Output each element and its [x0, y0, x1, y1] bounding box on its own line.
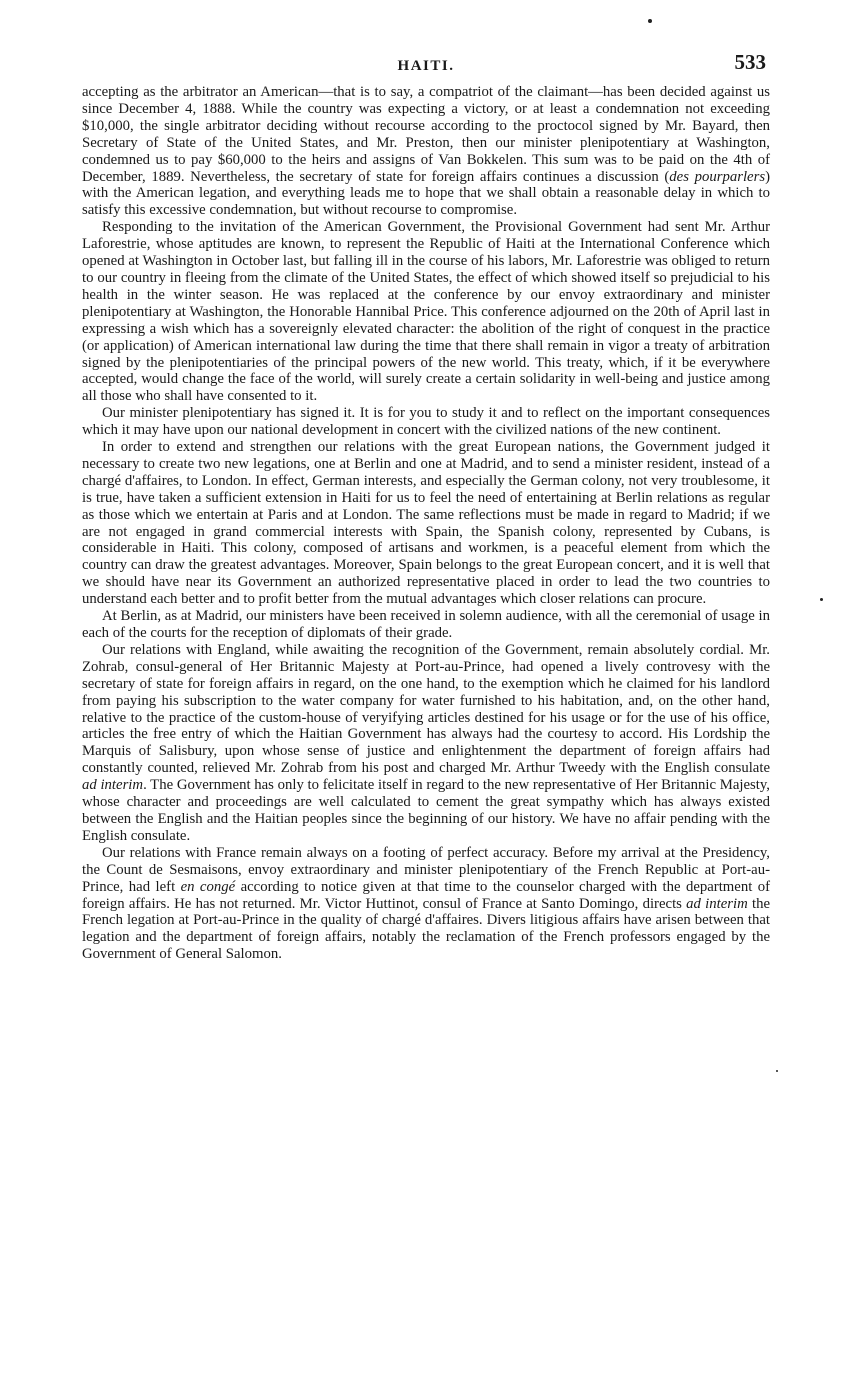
text-run: the French legation at Port-au-Prince in the quality of chargé d'affaires. Divers litigious affairs have arisen between that legation and the department of foreign affairs, notably the reclamation of the French professors engaged by the Government of General Salomon.	[82, 895, 770, 963]
paragraph	[82, 608, 770, 642]
text-run: At Berlin, as at Madrid, our ministers have been received in solemn audience, with all the ceremonial of usage in each of the courts for the reception of diplomats of their grade.	[82, 608, 770, 641]
text-run: Responding to the invitation of the American Government, the Provisional Government had sent Mr. Arthur Laforestrie, whose aptitudes are known, to represent the Republic of Haiti at the International Conference which opened at Washington in October last, but falling ill in the course of his labors, Mr. Laforestrie was obliged to return to our country in fleeing from the climate of the United States, the effect of which showed itself so prejudicial to his health in the winter season. He was replaced at the conference by our envoy extraordinary and minister plenipotentiary at Washington, the Honorable Hannibal Price. This conference adjourned on the 20th of April last in expressing a wish which has a sovereignly elevated character: the abolition of the right of conquest in the practice (or application) of American international law during the time that there shall remain in vigor a treaty of arbitration signed by the plenipotentiaries of the principal powers of the new world. This treaty, which, if it be everywhere accepted, would change the face of the world, will surely create a certain solidarity in well-being and justice among all those who shall have consented to it.	[82, 219, 770, 405]
text-run: accepting as the arbitrator an American—that is to say, a compatriot of the claimant—has been decided against us since December 4, 1888. While the country was expecting a victory, or at least a condemnation not exceeding $10,000, the single arbitrator deciding without recourse according to the proctocol signed by Mr. Bayard, then Secretary of State of the United States, and Mr. Preston, then our minister plenipotentiary at Washington, condemned us to pay $60,000 to the heirs and assigns of Van Bokkelen. This sum was to be paid on the 4th of December, 1889. Nevertheless, the secretary of state for foreign affairs continues a discussion (	[82, 84, 770, 185]
page-number: 533	[734, 50, 766, 74]
document-page	[82, 50, 770, 963]
text-run: Our relations with England, while awaiting the recognition of the Government, remain absolutely cordial. Mr. Zohrab, consul-general of Her Britannic Majesty at Port-au-Prince, had opened a lively controvesy with the secretary of state for foreign affairs in regard, on the one hand, to the exemption which he claimed for his landlord from paying his subscription to the water company for water furnished to his habitation, and, on the other hand, relative to the practice of the custom-house of veryifying articles destined for his usage or for the use of his office, articles the free entry of which the Haitian Government has always had the courtesy to accord. His Lordship the Marquis of Salisbury, upon whose sense of justice and enlightenment the department of foreign affairs had constantly counted, relieved Mr. Zohrab from his post and charged Mr. Arthur Tweedy with the English consulate	[82, 641, 770, 777]
paragraph	[82, 439, 770, 608]
italic-phrase: des pourparlers	[669, 168, 766, 185]
text-run: according to notice given at that time to the counselor charged with the department of foreign affairs. He has not returned. Mr. Victor Huttinot, consul of France at Santo Domingo, directs	[82, 878, 770, 912]
paragraph	[82, 845, 770, 963]
running-head	[82, 50, 770, 84]
text-run: In order to extend and strengthen our relations with the great European nations, the Government judged it necessary to create two new legations, one at Berlin and one at Madrid, and to send a minister resident, instead of a chargé d'affaires, to London. In effect, German interests, and especially the German colony, not very troublesome, it is true, have taken a sufficient extension in Haiti for us to feel the need of entertaining at Berlin relations as regular as those which we entertain at Paris and at London. The same reflections must be made in regard to Madrid; if we are not engaged in grand commercial interests with Spain, the Spanish colony, represented by Cubans, is considerable in Haiti. This colony, composed of artisans and workmen, is a peaceful element from which the country can draw the greatest advantages. Moreover, Spain belongs to the great European concert, and it is well that we should have near its Government an authorized representative placed in order to lead the two countries to understand each better and to profit better from the mutual advantages which closer relations can procure.	[82, 439, 770, 608]
body-text	[82, 84, 770, 963]
text-run: Our relations with France remain always on a footing of perfect accuracy. Before my arrival at the Presidency, the Count de Sesmaisons, envoy extraordinary and minister plenipotentiary of the French Republic at Port-au-Prince, had left	[82, 844, 770, 895]
italic-phrase: ad interim	[82, 777, 144, 794]
text-run: Our minister plenipotentiary has signed it. It is for you to study it and to reflect on the important consequences which it may have upon our national development in concert with the civilized nations of the new continent.	[82, 405, 770, 439]
running-title: HAITI.	[397, 58, 455, 74]
paragraph	[82, 642, 770, 845]
italic-phrase: ad interim	[686, 895, 748, 912]
print-speck-mark	[820, 598, 823, 601]
italic-phrase: en congé	[180, 878, 236, 895]
print-speck-mark	[648, 19, 652, 23]
text-run: . The Government has only to felicitate itself in regard to the new representative of Her Britannic Majesty, whose character and proceedings are well calculated to cement the great sympathy which has always existed between the English and the Haitian peoples since the beginning of our history. We have no affair pending with the English consulate.	[82, 777, 770, 844]
print-speck-mark	[776, 1070, 778, 1072]
paragraph	[82, 405, 770, 439]
text-run: ) with the American legation, and everything leads me to hope that we shall obtain a reasonable delay in which to satisfy this excessive condemnation, but without recourse to compromise.	[82, 168, 770, 219]
paragraph	[82, 219, 770, 405]
paragraph	[82, 84, 770, 219]
